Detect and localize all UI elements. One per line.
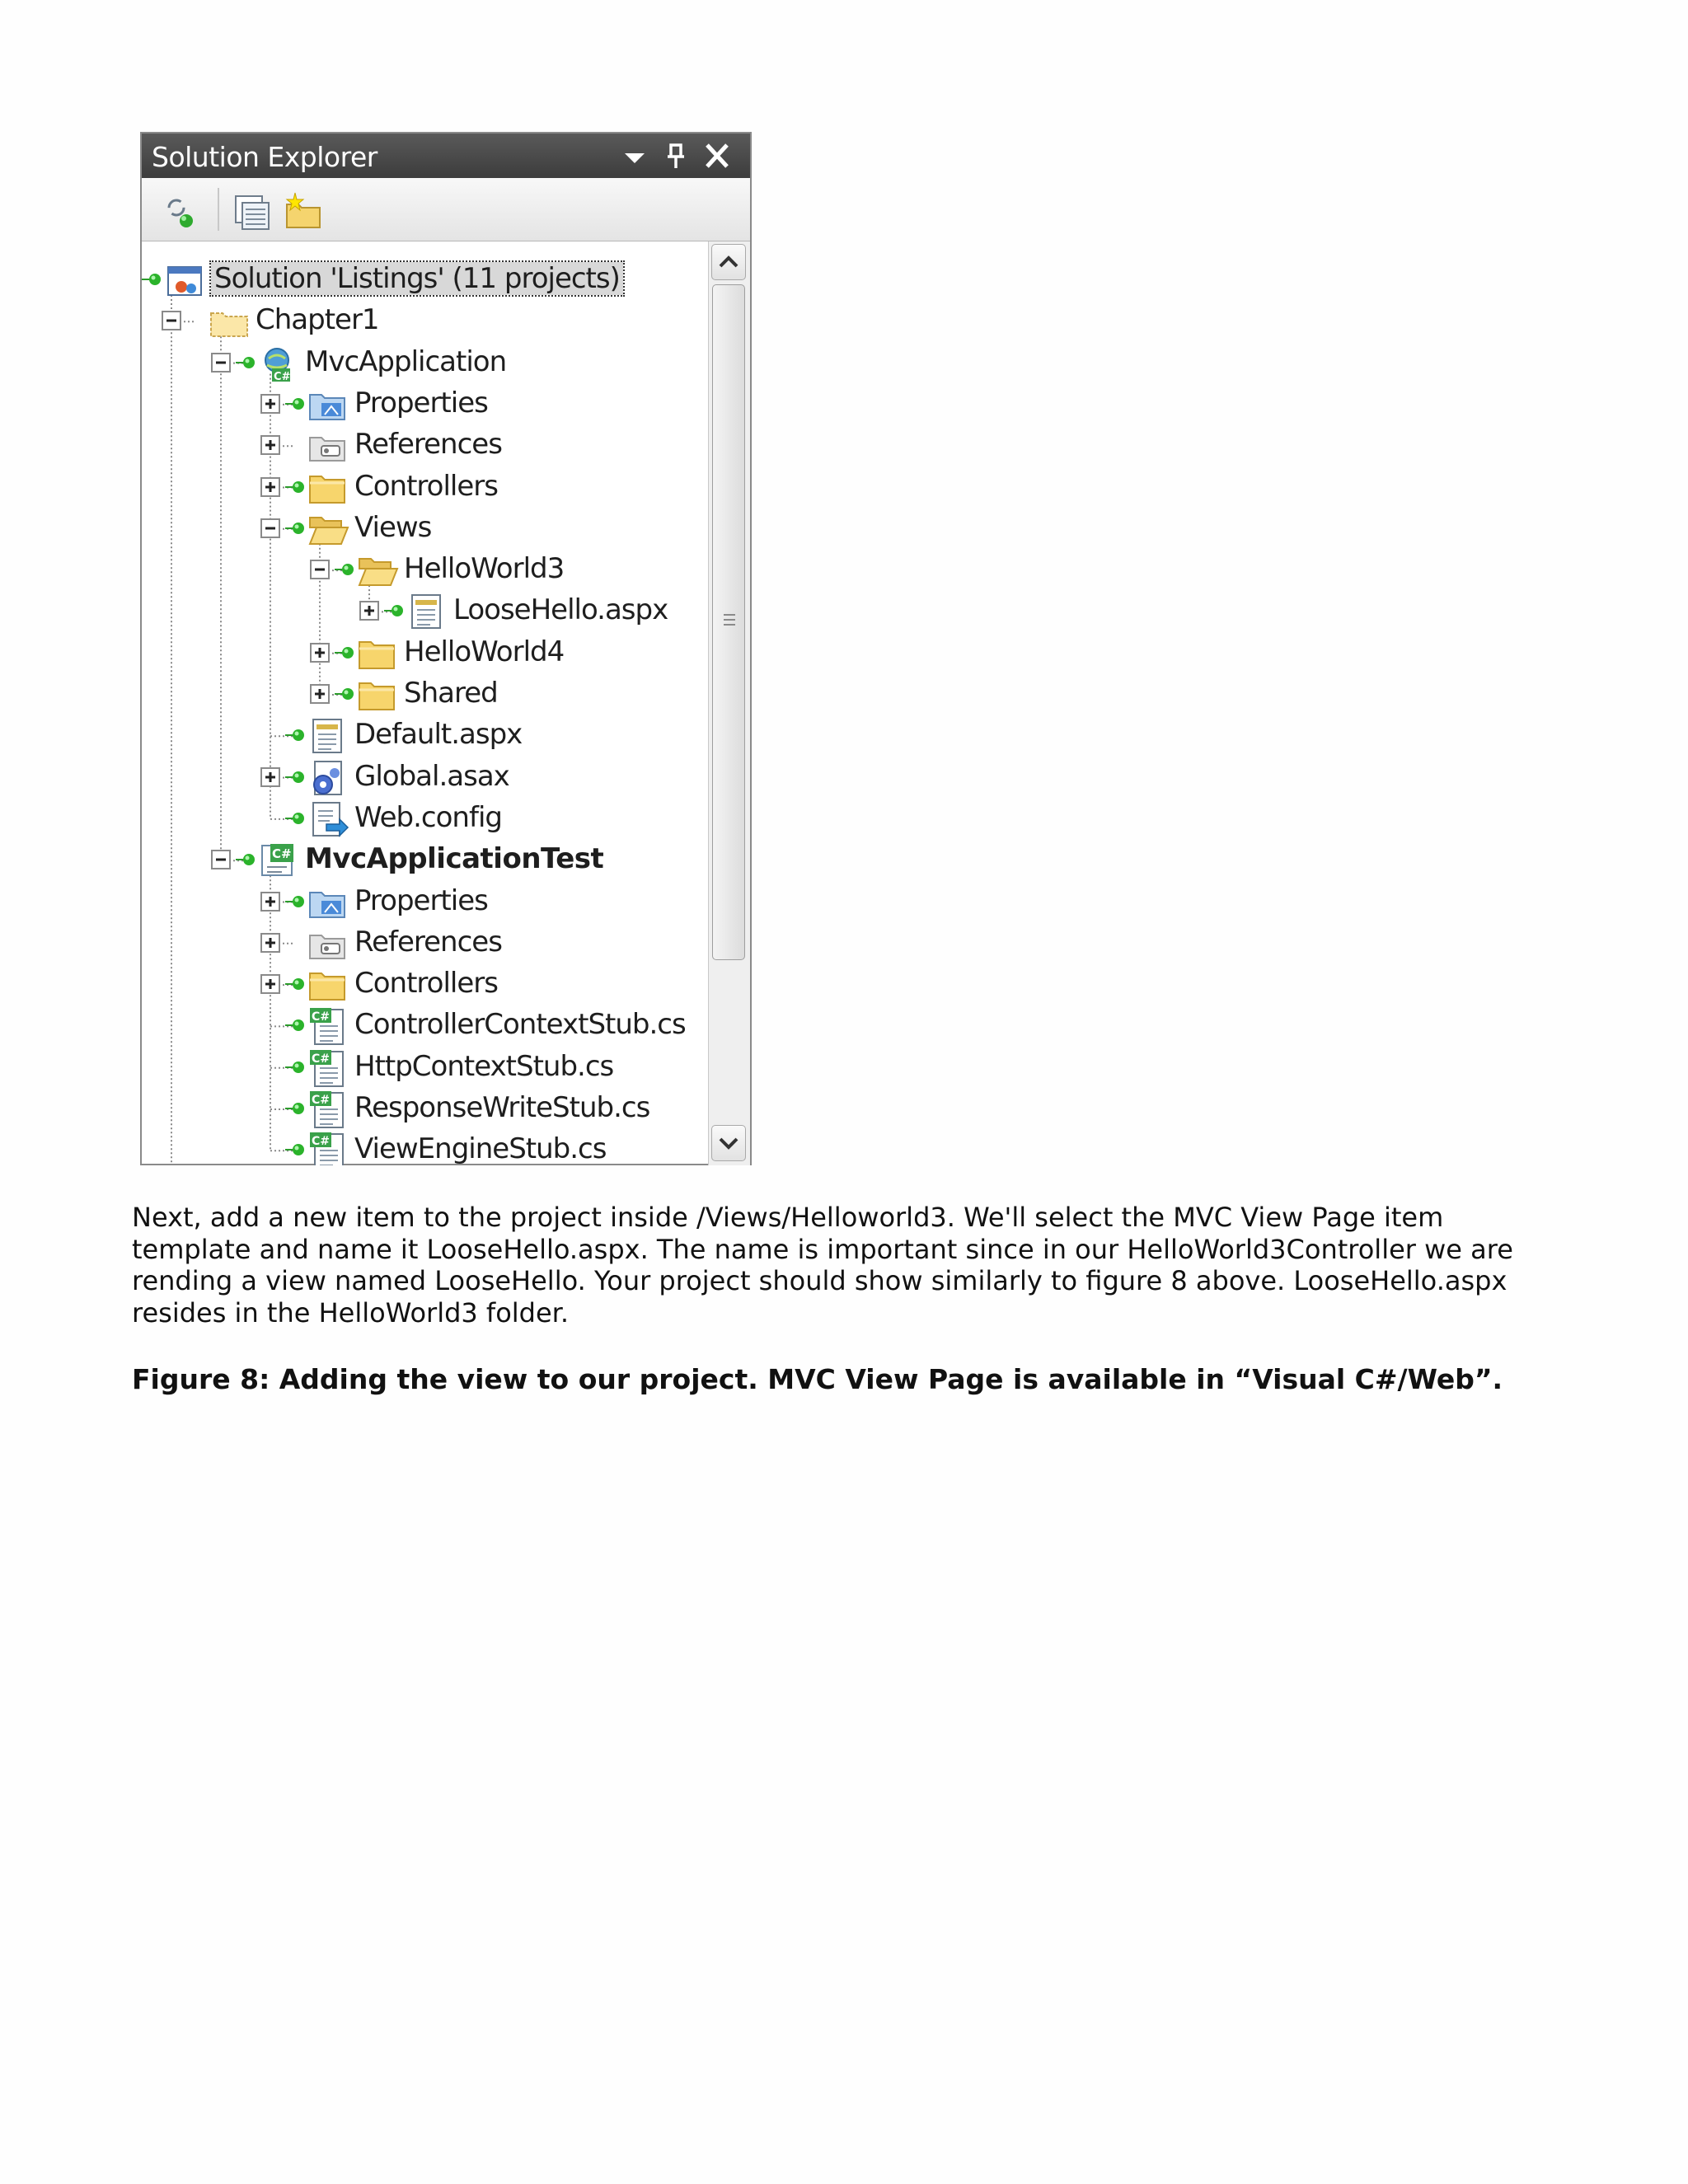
figure-caption: Figure 8: Adding the view to our project. MVC View Page is available in “Visual C#/Web”. — [132, 1363, 1503, 1395]
pending-add-icon — [335, 644, 356, 661]
svg-text:C#: C# — [312, 1010, 331, 1024]
tree-item[interactable] — [142, 882, 702, 923]
folder-open-icon — [307, 509, 349, 549]
expand-icon[interactable] — [359, 601, 379, 621]
aspx-file-icon — [406, 592, 448, 631]
tree-item[interactable] — [142, 964, 702, 1005]
pending-add-icon — [285, 396, 307, 412]
tree-item-label: Controllers — [354, 967, 498, 1001]
pending-add-icon — [285, 769, 307, 785]
tree-item-label: Views — [354, 510, 432, 544]
svg-text:C#: C# — [312, 1094, 331, 1107]
csharp-web-project-icon — [257, 344, 300, 383]
tree-item[interactable] — [142, 1005, 702, 1047]
tree-item[interactable] — [142, 509, 702, 550]
scroll-down-button[interactable] — [711, 1125, 746, 1161]
tree-item-label: Controllers — [354, 469, 498, 503]
folder-icon — [356, 675, 399, 715]
tree-item[interactable] — [142, 591, 702, 632]
tree-item[interactable] — [142, 633, 702, 674]
references-icon — [307, 924, 349, 963]
pending-add-icon — [285, 727, 307, 743]
tree-item[interactable] — [142, 840, 702, 881]
pending-add-icon — [285, 1017, 307, 1033]
tree-item[interactable] — [142, 343, 702, 384]
tree-item-label: References — [354, 428, 502, 462]
refresh-icon[interactable] — [158, 191, 203, 231]
tree-item-label: Default.aspx — [354, 718, 523, 752]
svg-text:C#: C# — [312, 1052, 331, 1066]
pending-add-icon — [236, 851, 257, 868]
solution-explorer-panel — [140, 132, 752, 1165]
tree-item-label: References — [354, 925, 502, 958]
properties-folder-icon — [307, 883, 349, 922]
pending-add-icon — [285, 1059, 307, 1076]
paragraph-line: resides in the HelloWorld3 folder. — [132, 1296, 570, 1329]
expand-icon[interactable] — [260, 477, 280, 497]
properties-icon[interactable] — [231, 191, 275, 231]
tree-item-label: Web.config — [354, 800, 502, 834]
pending-add-icon — [384, 602, 406, 619]
references-icon — [307, 426, 349, 466]
tree-item-label: Solution 'Listings' (11 projects) — [211, 262, 623, 295]
tree-item-label: Global.asax — [354, 759, 509, 793]
paragraph-line: Next, add a new item to the project inside /Views/Helloworld3. We'll select the MVC View Page item — [132, 1202, 1444, 1233]
tree-item-label: HelloWorld3 — [404, 552, 565, 586]
vertical-scrollbar[interactable] — [708, 241, 750, 1165]
expand-icon[interactable] — [260, 892, 280, 912]
expand-icon[interactable] — [260, 933, 280, 953]
pending-add-icon — [285, 810, 307, 827]
solution-icon — [163, 260, 206, 300]
pending-add-icon — [236, 354, 257, 371]
tree-item-label: Properties — [354, 386, 488, 419]
panel-title: Solution Explorer — [152, 141, 377, 173]
tree-item-label: LooseHello.aspx — [453, 593, 668, 627]
tree-item-label: MvcApplicationTest — [305, 842, 604, 876]
panel-title-bar — [142, 134, 750, 178]
expand-icon[interactable] — [260, 435, 280, 455]
tree-item[interactable] — [142, 923, 702, 964]
panel-toolbar — [142, 178, 750, 241]
solution-tree — [142, 241, 709, 1165]
paragraph-line: rending a view named LooseHello. Your project should show similarly to figure 8 above. LooseHello.aspx — [132, 1265, 1507, 1296]
dropdown-arrow-icon[interactable] — [620, 142, 649, 170]
tree-item[interactable] — [142, 757, 702, 799]
svg-text:C#: C# — [272, 846, 292, 862]
csharp-file-icon — [307, 1048, 349, 1088]
tree-item[interactable] — [142, 715, 702, 757]
tree-item-label: MvcApplication — [305, 344, 507, 378]
collapse-icon[interactable] — [162, 311, 181, 330]
csharp-file-icon — [307, 1090, 349, 1129]
tree-item-label: Shared — [404, 677, 498, 710]
pending-add-icon — [285, 976, 307, 992]
pending-add-icon — [285, 520, 307, 537]
svg-text:C#: C# — [312, 1135, 331, 1149]
folder-icon — [307, 965, 349, 1005]
tree-item[interactable] — [142, 467, 702, 509]
collapse-icon[interactable] — [310, 560, 330, 579]
expand-icon[interactable] — [310, 643, 330, 663]
grip-icon — [723, 612, 736, 631]
pending-add-icon — [285, 1141, 307, 1158]
tree-item[interactable] — [142, 1130, 702, 1165]
collapse-icon[interactable] — [260, 518, 280, 538]
config-file-icon — [307, 799, 349, 839]
pending-add-icon — [285, 479, 307, 495]
folder-icon — [356, 634, 399, 673]
scroll-up-button[interactable] — [711, 244, 746, 280]
chevron-down-icon — [712, 1126, 745, 1160]
tree-item[interactable] — [142, 799, 702, 840]
expand-icon[interactable] — [260, 767, 280, 787]
toolbar-separator — [218, 188, 219, 231]
tree-item[interactable] — [142, 550, 702, 591]
csharp-file-icon — [307, 1131, 349, 1165]
properties-folder-icon — [307, 385, 349, 424]
pending-add-icon — [335, 686, 356, 702]
pending-add-icon — [285, 1100, 307, 1117]
expand-icon[interactable] — [310, 684, 330, 704]
tree-item[interactable] — [142, 1047, 702, 1089]
folder-icon — [307, 468, 349, 508]
close-icon[interactable] — [702, 142, 732, 170]
pending-add-icon — [285, 893, 307, 910]
scroll-thumb[interactable] — [712, 284, 745, 960]
tree-item-label: HelloWorld4 — [404, 635, 565, 668]
expand-icon[interactable] — [260, 394, 280, 414]
tree-item-label: ControllerContextStub.cs — [354, 1008, 686, 1042]
folder-open-icon — [356, 551, 399, 590]
svg-text:C#: C# — [274, 370, 291, 383]
pending-add-icon — [142, 271, 163, 288]
tree-item-label: Properties — [354, 883, 488, 917]
tree-item-label: ViewEngineStub.cs — [354, 1132, 607, 1165]
paragraph-line: template and name it LooseHello.aspx. The name is important since in our HelloWorld3Controller we are — [132, 1233, 1513, 1265]
collapse-icon[interactable] — [211, 353, 231, 373]
global-asax-icon — [307, 758, 349, 798]
tree-item[interactable] — [142, 260, 702, 301]
csharp-file-icon — [307, 1006, 349, 1046]
tree-item-label: Chapter1 — [256, 303, 379, 337]
csharp-project-icon — [257, 841, 300, 880]
chevron-up-icon — [712, 245, 745, 279]
new-folder-icon[interactable] — [282, 191, 326, 231]
body-paragraph — [132, 1202, 1582, 1329]
tree-item-label: ResponseWriteStub.cs — [354, 1091, 650, 1124]
tree-item[interactable] — [142, 1089, 702, 1130]
tree-item[interactable] — [142, 425, 702, 466]
expand-icon[interactable] — [260, 974, 280, 994]
tree-item[interactable] — [142, 384, 702, 425]
pending-add-icon — [335, 561, 356, 578]
solution-folder-icon — [208, 302, 251, 341]
tree-item-label: HttpContextStub.cs — [354, 1049, 614, 1083]
aspx-file-icon — [307, 716, 349, 756]
tree-item[interactable] — [142, 674, 702, 715]
tree-item[interactable] — [142, 301, 702, 342]
pin-icon[interactable] — [661, 142, 691, 170]
collapse-icon[interactable] — [211, 850, 231, 869]
